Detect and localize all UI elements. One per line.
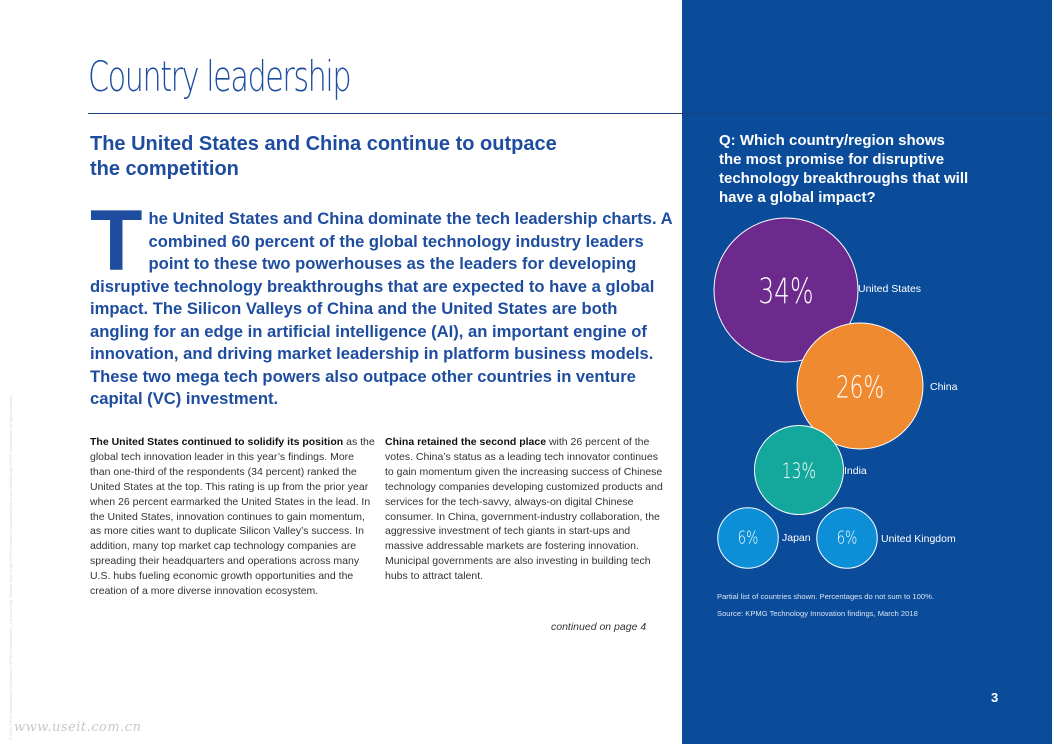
chart-question: Q: Which country/region shows the most promise for disruptive technology breakthroughs that will have a global impact? <box>719 132 969 206</box>
bubble-category-label: China <box>930 381 958 393</box>
continued-link[interactable]: continued on page 4 <box>551 621 647 633</box>
watermark: www.useit.com.cn <box>14 720 142 735</box>
bubble-value-label: 6% <box>836 526 858 549</box>
side-copyright-text: © 2018 KPMG International Cooperative ("KPMG International"), a Swiss entity. Member firms of the KPMG network of independent firms are affiliated with KPMG International. All rights reserved. <box>8 395 13 740</box>
page-number: 3 <box>991 690 999 705</box>
col1-text: as the global tech innovation leader in this year’s findings. More than one-third of the respondents (34 percent) ranked the United States at the top. This rating is up from the prior year when 26 percent earmarked the United States in the lead. In the United States, innovation continues to gain momentum, as more cities want to duplicate Silicon Valley’s success. In addition, many top market cap technology companies are spreading their headquarters and operations across many U.S. hubs fueling economic growth opportunities and the creation of a more diverse innovation ecosystem. <box>90 436 375 598</box>
title-divider <box>88 113 1052 114</box>
section-subtitle: The United States and China continue to outpace the competition <box>90 133 557 180</box>
body-column-2 <box>385 435 667 584</box>
lead-text: he United States and China dominate the tech leadership charts. A combined 60 percent of the global technology industry leaders point to these two powerhouses as the leaders for developing disruptive technology breakthroughs that are expected to have a global impact. The Silicon Valleys of China and the United States are both angling for an edge in artificial intelligence (AI), an important engine of innovation, and driving market leadership in platform business models. These two mega tech powers also outpace other countries in venture capital (VC) investment. <box>90 209 672 408</box>
col2-heading: China retained the second place <box>385 436 547 448</box>
bubble-value-label: 26% <box>835 370 885 406</box>
chart-source: Source: KPMG Technology Innovation findings, March 2018 <box>717 609 918 618</box>
bubble-category-label: India <box>844 465 867 477</box>
bubble-category-label: Japan <box>782 532 811 544</box>
lead-paragraph <box>90 193 672 411</box>
col2-text: with 26 percent of the votes. China’s status as a leading tech innovator continues to gain momentum given the increasing success of Chinese technology companies developing customized products and services for the tech-savvy, always-on digital Chinese consumer. In China, government-industry collaboration, the aggressive investment of tech giants in start-ups and massive addressable markets are fostering innovation. Municipal governments are also investing in building tech hubs to attract talent. <box>385 436 663 583</box>
bubble-category-label: United Kingdom <box>881 533 956 545</box>
body-column-1 <box>90 435 375 599</box>
bubble-value-label: 13% <box>781 459 817 484</box>
bubble-chart <box>682 210 1052 580</box>
page-title: Country leadership <box>88 52 351 101</box>
bubble-value-label: 34% <box>758 271 814 313</box>
side-copyright <box>8 150 38 740</box>
bubble-value-label: 6% <box>737 526 759 549</box>
chart-footnote: Partial list of countries shown. Percentages do not sum to 100%. <box>717 592 934 601</box>
drop-cap: T <box>90 193 143 289</box>
bubble-category-label: United States <box>858 283 922 295</box>
col1-heading: The United States continued to solidify its position <box>90 436 344 448</box>
